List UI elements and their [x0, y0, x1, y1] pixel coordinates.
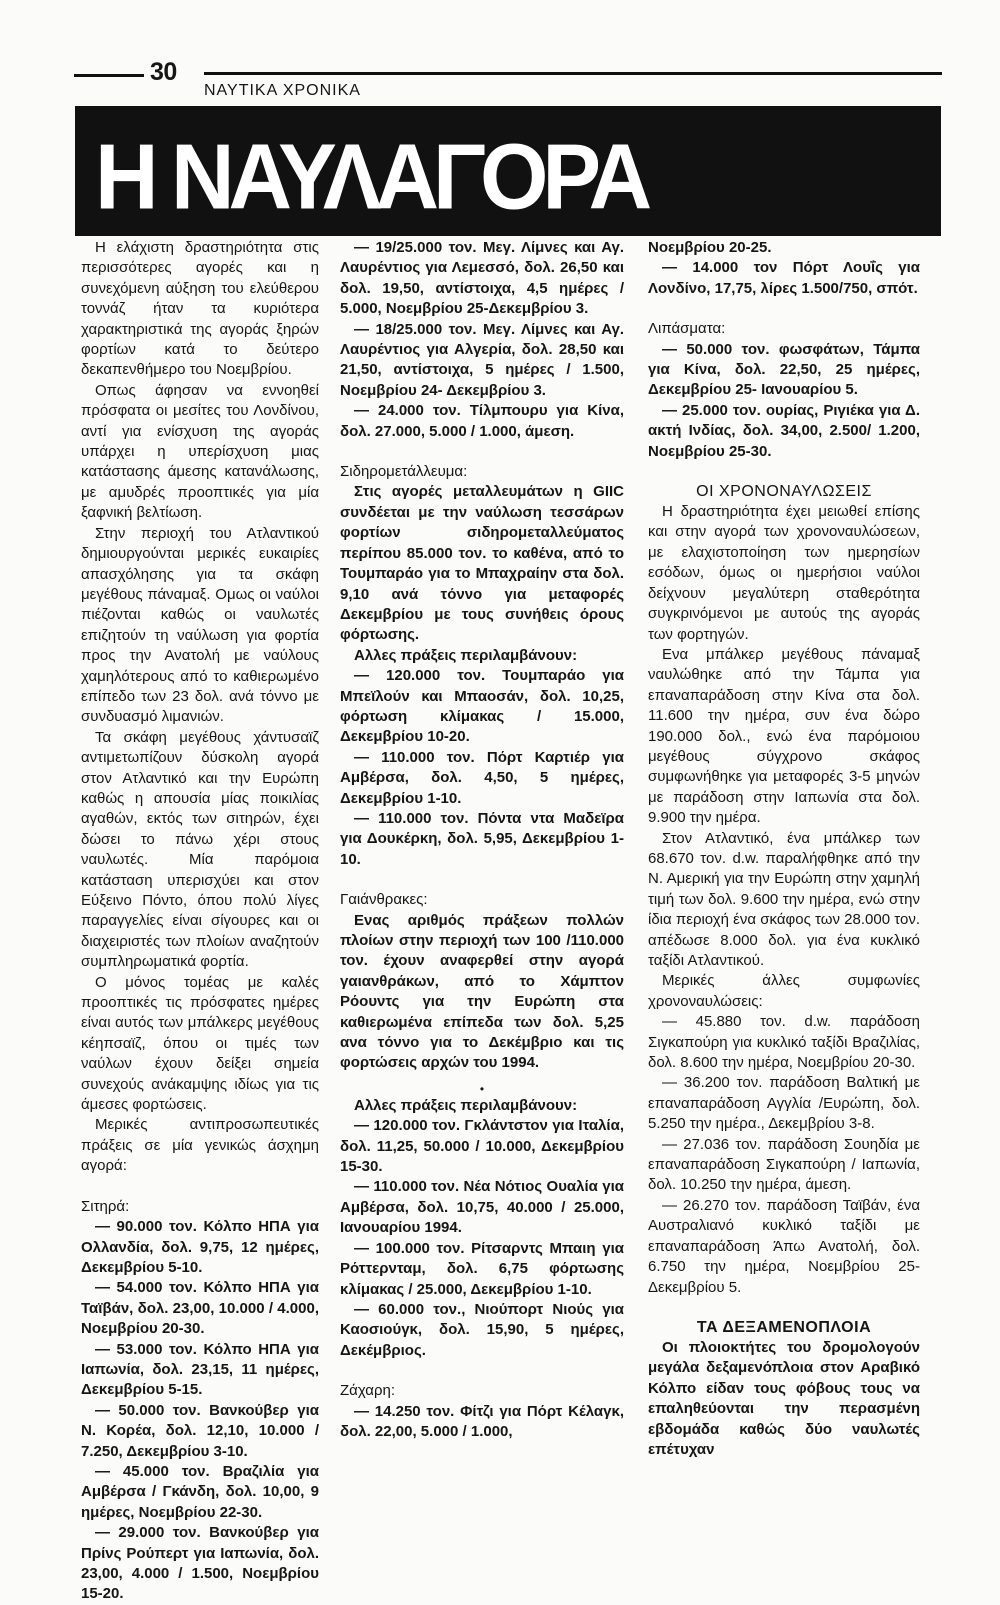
- page-number: 30: [150, 58, 177, 86]
- separator-dot: •: [479, 1081, 485, 1096]
- list-item: — 120.000 τον. Τουμπαράο για Μπεϊλούν και Μπαοσάν, δολ. 10,25, φόρτωση κλίμακας / 15.000, Δεκεμβρίου 10-20.: [340, 667, 624, 746]
- list-item-continued: Νοεμβρίου 20-25.: [648, 239, 772, 256]
- text-column-2: [340, 238, 624, 1442]
- list-item: — 100.000 τον. Ρίτσαρντς Μπαιη για Ρόττερνταμ, δολ. 6,75 φόρτωσης κλίμακας / 25.000, Δεκεμβρίου 1-10.: [340, 1239, 624, 1298]
- paragraph: Η ελάχιστη δραστηριότητα στις περισσότερες αγορές και η συνεχόμενη αύξηση του ελεύθερου τοννάζ ήταν τα κυριότερα χαρακτηριστικά της αγοράς ξηρών φορτίων κατά το δεύτερο δεκαπενθήμερο του Νοεμβρίου.: [81, 239, 319, 379]
- subsection-heading: Λιπάσματα:: [648, 320, 726, 338]
- paragraph: Μερικές άλλες συμφωνίες χρονοναυλώσεις:: [648, 972, 920, 1010]
- list-item: — 54.000 τον. Κόλπο ΗΠΑ για Ταϊβάν, δολ. 23,00, 10.000 / 4.000, Νοεμβρίου 20-30.: [81, 1279, 319, 1338]
- publication-name: ΝΑΥΤΙΚΑ ΧΡΟΝΙΚΑ: [204, 82, 361, 99]
- subsection-heading: Γαιάνθρακες:: [340, 891, 428, 909]
- list-item: — 110.000 τον. Πόρτ Καρτιέρ για Αμβέρσα, δολ. 4,50, 5 ημέρες, Δεκεμβρίου 1-10.: [340, 748, 624, 807]
- paragraph: Στον Ατλαντικό, ένα μπάλκερ των 68.670 τον. d.w. παραλήφθηκε από την Ν. Αμερική για την Ευρώπη στην χαμηλή τιμή των δολ. 9.600 την ημέρα, ενώ στην ίδια περιοχή ένα σκάφος των 28.000 τον. απέδωσε 8.000 δολ. για ένα κυκλικό ταξίδι Ατλαντικού.: [648, 829, 920, 969]
- subsection-heading: Ζάχαρη:: [340, 1382, 396, 1400]
- list-intro: Αλλες πράξεις περιλαμβάνουν:: [354, 1096, 578, 1114]
- paragraph: Οπως άφησαν να εννοηθεί πρόσφατα οι μεσίτες του Λονδίνου, αντί για ενίσχυση της αγοράς υπάρχει η υπερίσχυση μιας κατάστασης άμεσης κατανάλωσης, με αμυδρές προοπτικές για μία ξαφνική βελτίωση.: [81, 381, 319, 522]
- paragraph: Ενα μπάλκερ μεγέθους πάναμαξ ναυλώθηκε από την Τάμπα για επαναπαράδοση στην Κίνα στα δολ. 11.600 την ημέρα, συν ένα δώρο 190.000 δολ., ενώ ένα παρόμοιου μεγέθους σύγχρονο σκάφος συμφωνήθηκε για μεταφορές 3-5 μηνών με παράδοση στην Ιαπωνία στα δολ. 9.900 την ημέρα.: [648, 645, 920, 827]
- list-item: — 110.000 τον. Πόντα ντα Μαδεϊρα για Δουκέρκη, δολ. 5,95, Δεκεμβρίου 1-10.: [340, 809, 624, 868]
- list-item: — 50.000 τον. Βανκούβερ για Ν. Κορέα, δολ. 12,10, 10.000 / 7.250, Δεκεμβρίου 3-10.: [81, 1401, 319, 1460]
- paragraph: Η δραστηριότητα έχει μειωθεί επίσης και στην αγορά των χρονοναυλώσεων, με ελαχιστοποίηση των ημερησίων εσόδων, όμως οι ημερήσιοι ναύλοι δείχνουν μεγαλύτερη σταθερότητα συγκρινόμενοι με αυτούς της αγοράς των φορτηγών.: [648, 503, 920, 643]
- section-heading: ΤΑ ΔΕΞΑΜΕΝΟΠΛΟΙΑ: [696, 1318, 872, 1336]
- paragraph: Στις αγορές μεταλλευμάτων η GIIC συνδέεται με την ναύλωση τεσσάρων φορτίων σιδηρομεταλλεύματος περίπου 85.000 τον. το καθένα, από το Τουμπαράο για το Μπαχραίην στα δολ. 9,10 ανά τόννο για μεταφορές Δεκεμβρίου με τους συνήθεις όρους φόρτωσης.: [340, 483, 624, 644]
- paragraph: Ο μόνος τομέας με καλές προοπτικές τις πρόσφατες ημέρες είναι αυτός των μπάλκερς μεγέθους κέηπσαϊζ, όπου οι τιμές των ναύλων έχουν δείξει σημεία συνεχούς ανάκαμψης ιδίως για τις άμεσες φορτώσεις.: [81, 973, 319, 1114]
- paragraph: Οι πλοιοκτήτες του δρομολογούν μεγάλα δεξαμενόπλοια στον Αραβικό Κόλπο είδαν τους φόβους τους να επαληθεύονται την περασμένη εβδομάδα καθώς δύο ναυλωτές επέτυχαν: [648, 1338, 920, 1458]
- header-rule-right: [204, 72, 942, 75]
- banner-title: Η ΝΑΥΛΑΓΟΡΑ: [95, 124, 647, 229]
- paragraph: Ενας αριθμός πράξεων πολλών πλοίων στην περιοχή των 100 /110.000 τον. έχουν αναφερθεί στην αγορά γαιανθράκων, από το Χάμπτον Ρόουντς για την Ευρώπη στα καθιερωμένα επίπεδα των δολ. 5,25 ανα τόννο για το Δεκέμβριο και τις φορτώσεις αρχών του 1994.: [340, 911, 624, 1072]
- text-column-3: [648, 238, 920, 1460]
- list-item: — 110.000 τον. Νέα Νότιος Ουαλία για Αμβέρσα, δολ. 10,75, 40.000 / 25.000, Ιανουαρίου 1994.: [340, 1178, 624, 1237]
- list-intro: Αλλες πράξεις περιλαμβάνουν:: [354, 646, 578, 664]
- list-item: — 18/25.000 τον. Μεγ. Λίμνες και Αγ. Λαυρέντιος για Αλγερία, δολ. 28,50 και 21,50, αντίστοιχα, 5 ημέρες / 1.500, Νοεμβρίου 24- Δεκεμβρίου 3.: [340, 320, 624, 399]
- paragraph: Μερικές αντιπροσωπευτικές πράξεις σε μία γενικώς άσχημη αγορά:: [81, 1116, 319, 1175]
- header-rule-left: [74, 74, 144, 77]
- list-item: — 45.880 τον. d.w. παράδοση Σιγκαπούρη για κυκλικό ταξίδι Βραζιλίας, δολ. 8.600 την ημέρα, Νοεμβρίου 20-30.: [648, 1013, 920, 1072]
- subsection-heading: Σιτηρά:: [81, 1197, 130, 1215]
- list-item: — 26.270 τον. παράδοση Ταϊβάν, ένα Αυστραλιανό κυκλικό ταξίδι με επαναπαράδοση Άπω Ανατολή, δολ. 6.750 την ημέρα, Νοεμβρίου 25- Δεκεμβρίου 5.: [648, 1196, 920, 1296]
- list-item: — 60.000 τον., Νιούπορτ Νιούς για Καοσιούγκ, δολ. 15,90, 5 ημέρες, Δεκέμβριος.: [340, 1300, 624, 1359]
- list-item: — 24.000 τον. Τίλμπουρυ για Κίνα, δολ. 27.000, 5.000 / 1.000, άμεση.: [340, 402, 624, 440]
- list-item: — 50.000 τον. φωσφάτων, Τάμπα για Κίνα, δολ. 22,50, 25 ημέρες, Δεκεμβρίου 25- Ιανουαρίου 5.: [648, 340, 920, 399]
- list-item: — 90.000 τον. Κόλπο ΗΠΑ για Ολλανδία, δολ. 9,75, 12 ημέρες, Δεκεμβρίου 5-10.: [81, 1218, 319, 1276]
- list-item: — 36.200 τον. παράδοση Βαλτική με επαναπαράδοση Αγγλία /Ευρώπη, δολ. 5.250 την ημέρα., Δεκεμβρίου 3-8.: [648, 1074, 920, 1133]
- list-item: — 45.000 τον. Βραζιλία για Αμβέρσα / Γκάνδη, δολ. 10,00, 9 ημέρες, Νοεμβρίου 22-30.: [81, 1462, 319, 1521]
- list-item: — 14.250 τον. Φίτζι για Πόρτ Κέλαγκ, δολ. 22,00, 5.000 / 1.000,: [340, 1402, 624, 1440]
- list-item: — 53.000 τον. Κόλπο ΗΠΑ για Ιαπωνία, δολ. 23,15, 11 ημέρες, Δεκεμβρίου 5-15.: [81, 1340, 319, 1399]
- text-column-1: [81, 238, 319, 1605]
- subsection-heading: Σιδηρομετάλλευμα:: [340, 463, 468, 481]
- paragraph: Στην περιοχή του Ατλαντικού δημιουργούνται μερικές ευκαιρίες απασχόλησης για τα σκάφη μεγέθους πάναμαξ. Ομως οι ναύλοι πιέζονται καθώς οι ναυλωτές επιζητούν τη ναύλωση για φορτία προς την Ανατολή με ναύλους χαμηλότερους από το καθιερωμένο επίπεδο των 23 δολ. ανά τόννο με συνδυασμό λιμανιών.: [81, 524, 319, 726]
- section-heading: ΟΙ ΧΡΟΝΟΝΑΥΛΩΣΕΙΣ: [696, 483, 872, 501]
- paragraph: Τα σκάφη μεγέθους χάντυσαϊζ αντιμετωπίζουν δύσκολη αγορά στον Ατλαντικό και την Ευρώπη καθώς η απουσία μίας ποικιλίας αγαθών, εκτός των σιτηρών, έχει δώσει το πάνω χέρι στους ναυλωτές. Μία παρόμοια κατάσταση υπερισχύει και στον Εύξεινο Πόντο, όπου πολύ λίγες παραγγελίες είναι σίγουρες και οι διαχειριστές των πλοίων αναζητούν συμπληρωματικά φορτία.: [81, 728, 319, 971]
- list-item: — 14.000 τον Πόρτ Λουΐς για Λονδίνο, 17,75, λίρες 1.500/750, σπότ.: [648, 259, 920, 297]
- list-item: — 27.036 τον. παράδοση Σουηδία με επαναπαράδοση Σιγκαπούρη / Ιαπωνία, δολ. 10.250 την ημέρα, άμεση.: [648, 1135, 920, 1194]
- list-item: — 19/25.000 τον. Μεγ. Λίμνες και Αγ. Λαυρέντιος για Λεμεσσό, δολ. 26,50 και δολ. 19,50, αντίστοιχα, 4,5 ημέρες / 5.000, Νοεμβρίου 25-Δεκεμβρίου 3.: [340, 239, 624, 318]
- list-item: — 120.000 τον. Γκλάντστον για Ιταλία, δολ. 11,25, 50.000 / 10.000, Δεκεμβρίου 15-30.: [340, 1117, 624, 1176]
- list-item: — 25.000 τον. ουρίας, Ριγιέκα για Δ. ακτή Ινδίας, δολ. 34,00, 2.500/ 1.200, Νοεμβρίου 25-30.: [648, 401, 920, 460]
- title-banner: [75, 106, 941, 236]
- list-item: — 29.000 τον. Βανκούβερ για Πρίνς Ρούπερτ για Ιαπωνία, δολ. 23,00, 4.000 / 1.500, Νοεμβρίου 15-20.: [81, 1524, 319, 1603]
